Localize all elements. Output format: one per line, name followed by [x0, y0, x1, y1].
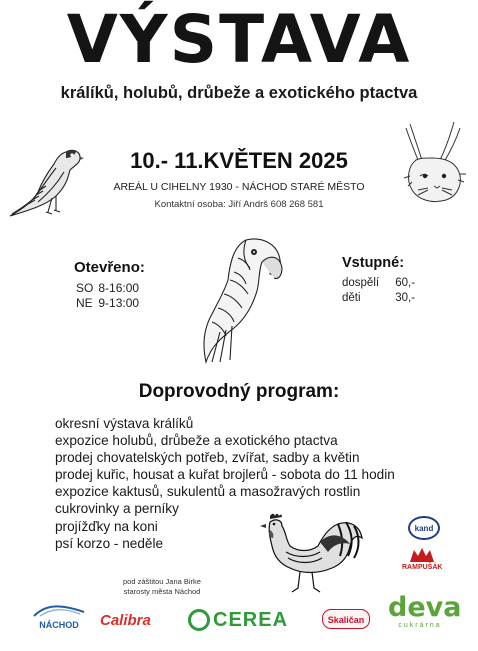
rampusak-logo	[402, 546, 442, 571]
pigeon-icon	[4, 142, 84, 224]
skalican-label: Skaličan	[327, 615, 365, 625]
poster-title: VÝSTAVA	[66, 1, 412, 78]
skalican-logo	[322, 609, 370, 629]
rooster-icon	[256, 512, 368, 596]
nachod-logo	[30, 602, 88, 634]
program-item: cukrovinky a perníky	[55, 501, 179, 517]
program-item: prodej chovatelských potřeb, zvířat, sadby a květin	[55, 450, 360, 466]
hours-row	[76, 281, 139, 295]
event-date: 10.- 11.KVĚTEN 2025	[130, 148, 348, 173]
program-heading: Doprovodný program:	[138, 381, 340, 402]
deva-sublabel: cukrárna	[398, 622, 442, 629]
patronage-line1: pod záštitou Jana Birke	[123, 577, 201, 586]
kand-label: kand	[414, 524, 434, 533]
admission-heading: Vstupné:	[342, 255, 405, 271]
poster-subtitle: králíků, holubů, drůbeže a exotického ptactva	[60, 84, 418, 102]
admission-label: dospělí	[342, 277, 380, 289]
deva-label: deva	[388, 592, 462, 623]
event-venue: AREÁL U CIHELNY 1930 - NÁCHOD STARÉ MĚSTO	[113, 181, 365, 193]
admission-row	[342, 292, 415, 304]
hours-time: 8-16:00	[98, 281, 140, 295]
hours-heading: Otevřeno:	[74, 259, 145, 276]
kand-logo	[408, 516, 440, 540]
hours-day: NE	[76, 296, 93, 310]
program-item: projížďky na koni	[55, 518, 158, 534]
hours-row	[76, 296, 139, 310]
calibra-logo: Calibra	[100, 612, 151, 629]
hours-day: SO	[76, 281, 94, 295]
contact-person: Kontaktní osoba: Jiří Andrš 608 268 581	[154, 199, 324, 210]
cerea-label: CEREA	[213, 608, 289, 631]
program-item: psí korzo - neděle	[55, 535, 164, 551]
rabbit-icon	[398, 120, 468, 210]
program-item: expozice kaktusů, sukulentů a masožravých rostlin	[55, 484, 361, 500]
program-item: expozice holubů, drůbeže a exotického ptactva	[55, 433, 338, 449]
patronage-note	[92, 577, 232, 597]
parrot-icon	[190, 232, 290, 372]
program-item: okresní výstava králíků	[55, 416, 194, 431]
nachod-label: NÁCHOD	[39, 620, 79, 630]
patronage-line2: starosty města Náchod	[123, 587, 201, 596]
admission-price: 60,-	[395, 277, 416, 289]
cerea-ring-icon	[188, 609, 210, 631]
rampusak-label: RAMPUŠÁK	[402, 564, 443, 571]
admission-row	[342, 277, 415, 289]
admission-label: děti	[342, 292, 361, 304]
admission-price: 30,-	[395, 292, 416, 304]
program-item: prodej kuřic, housat a kuřat brojlerů - sobota do 11 hodin	[55, 467, 395, 483]
hours-time: 9-13:00	[98, 296, 140, 310]
cerea-logo	[188, 607, 288, 633]
deva-logo	[388, 592, 462, 629]
